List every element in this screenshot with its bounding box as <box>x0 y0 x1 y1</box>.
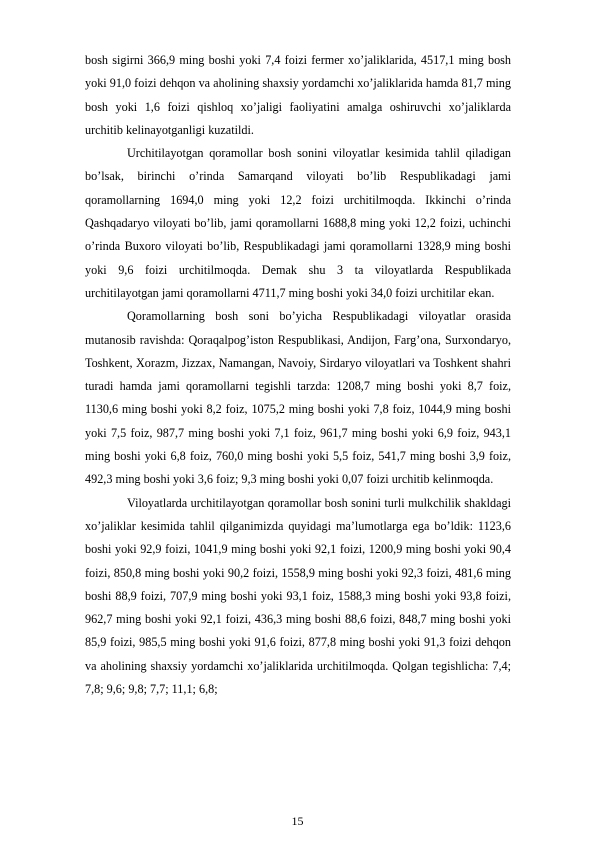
paragraph-region-ranking: Qoramollarning bosh soni bo’yicha Respublikadagi viloyatlar orasida mutanosib ravishda: Qoraqalpog’iston Respublikasi, Andijon, Farg’ona, Surxondaryo, Toshkent, Xorazm, Jizzax, Namangan, Navoiy, Sirdaryo viloyatlari va Toshkent shahri turadi hamda jami qoramollarni tegishli tarzda: 1208,7 ming boshi yoki 8,7 foiz, 1130,6 ming boshi yoki 8,2 foiz, 1075,2 ming boshi yoki 7,8 foiz, 1044,9 ming boshi yoki 7,5 foiz, 987,7 ming boshi yoki 7,1 foiz, 961,7 ming boshi yoki 6,9 foiz, 943,1 ming boshi yoki 6,8 foiz, 760,0 ming boshi yoki 5,5 foiz, 541,7 ming boshi 3,9 foiz, 492,3 ming boshi yoki 3,6 foiz; 9,3 ming boshi yoki 0,07 foizi urchitib kelinmoqda. <box>85 309 511 487</box>
paragraph-ownership-analysis: Viloyatlarda urchitilayotgan qoramollar bosh sonini turli mulkchilik shakldagi xo’jaliklar kesimida tahlil qilganimizda quyidagi ma’lumotlarga ega bo’ldik: 1123,6 boshi yoki 92,9 foizi, 1041,9 ming boshi yoki 92,1 foizi, 1200,9 ming boshi yoki 90,4 foizi, 850,8 ming boshi yoki 90,2 foizi, 1558,9 ming boshi yoki 92,3 foizi, 481,6 ming boshi 88,9 foizi, 707,9 ming boshi yoki 93,1 foiz, 1588,3 ming boshi yoki 93,8 foizi, 962,7 ming boshi yoki 92,1 foizi, 436,3 ming boshi 88,6 foizi, 848,7 ming boshi yoki 85,9 foizi, 985,5 ming boshi yoki 91,6 foizi, 877,8 ming boshi yoki 91,3 foizi dehqon va aholining shaxsiy yordamchi xo’jaliklarida urchitilmoqda. Qolgan tegishlicha: 7,4; 7,8; 9,6; 9,8; 7,7; 11,1; 6,8; <box>85 495 511 697</box>
paragraph-continuation: bosh sigirni 366,9 ming boshi yoki 7,4 foizi fermer xo’jaliklarida, 4517,1 ming bosh yoki 91,0 foizi dehqon va aholining shaxsiy yordamchi xo’jaliklarida hamda 81,7 ming bosh yoki 1,6 foizi qishloq xo’jaligi faoliyatini amalga oshiruvchi xo’jaliklarda urchitib kelinayotganligi kuzatildi. <box>85 53 511 137</box>
paragraph-regional-analysis: Urchitilayotgan qoramollar bosh sonini viloyatlar kesimida tahlil qiladigan bo’lsak, birinchi o’rinda Samarqand viloyati bo’lib Respublikadagi jami qoramollarning 1694,0 ming yoki 12,2 foizi urchitilmoqda. Ikkinchi o’rinda Qashqadaryo viloyati bo’lib, jami qoramollarni 1688,8 ming yoki 12,2 foizi, uchinchi o’rinda Buxoro viloyati bo’lib, Respublikadagi jami qoramollarni 1328,9 ming boshi yoki 9,6 foizi urchitilmoqda. Demak shu 3 ta viloyatlarda Respublikada urchitilayotgan jami qoramollarni 4711,7 ming boshi yoki 34,0 foizi urchitilar ekan. <box>85 146 511 300</box>
page-number: 15 <box>291 814 304 828</box>
body-text <box>85 49 511 701</box>
